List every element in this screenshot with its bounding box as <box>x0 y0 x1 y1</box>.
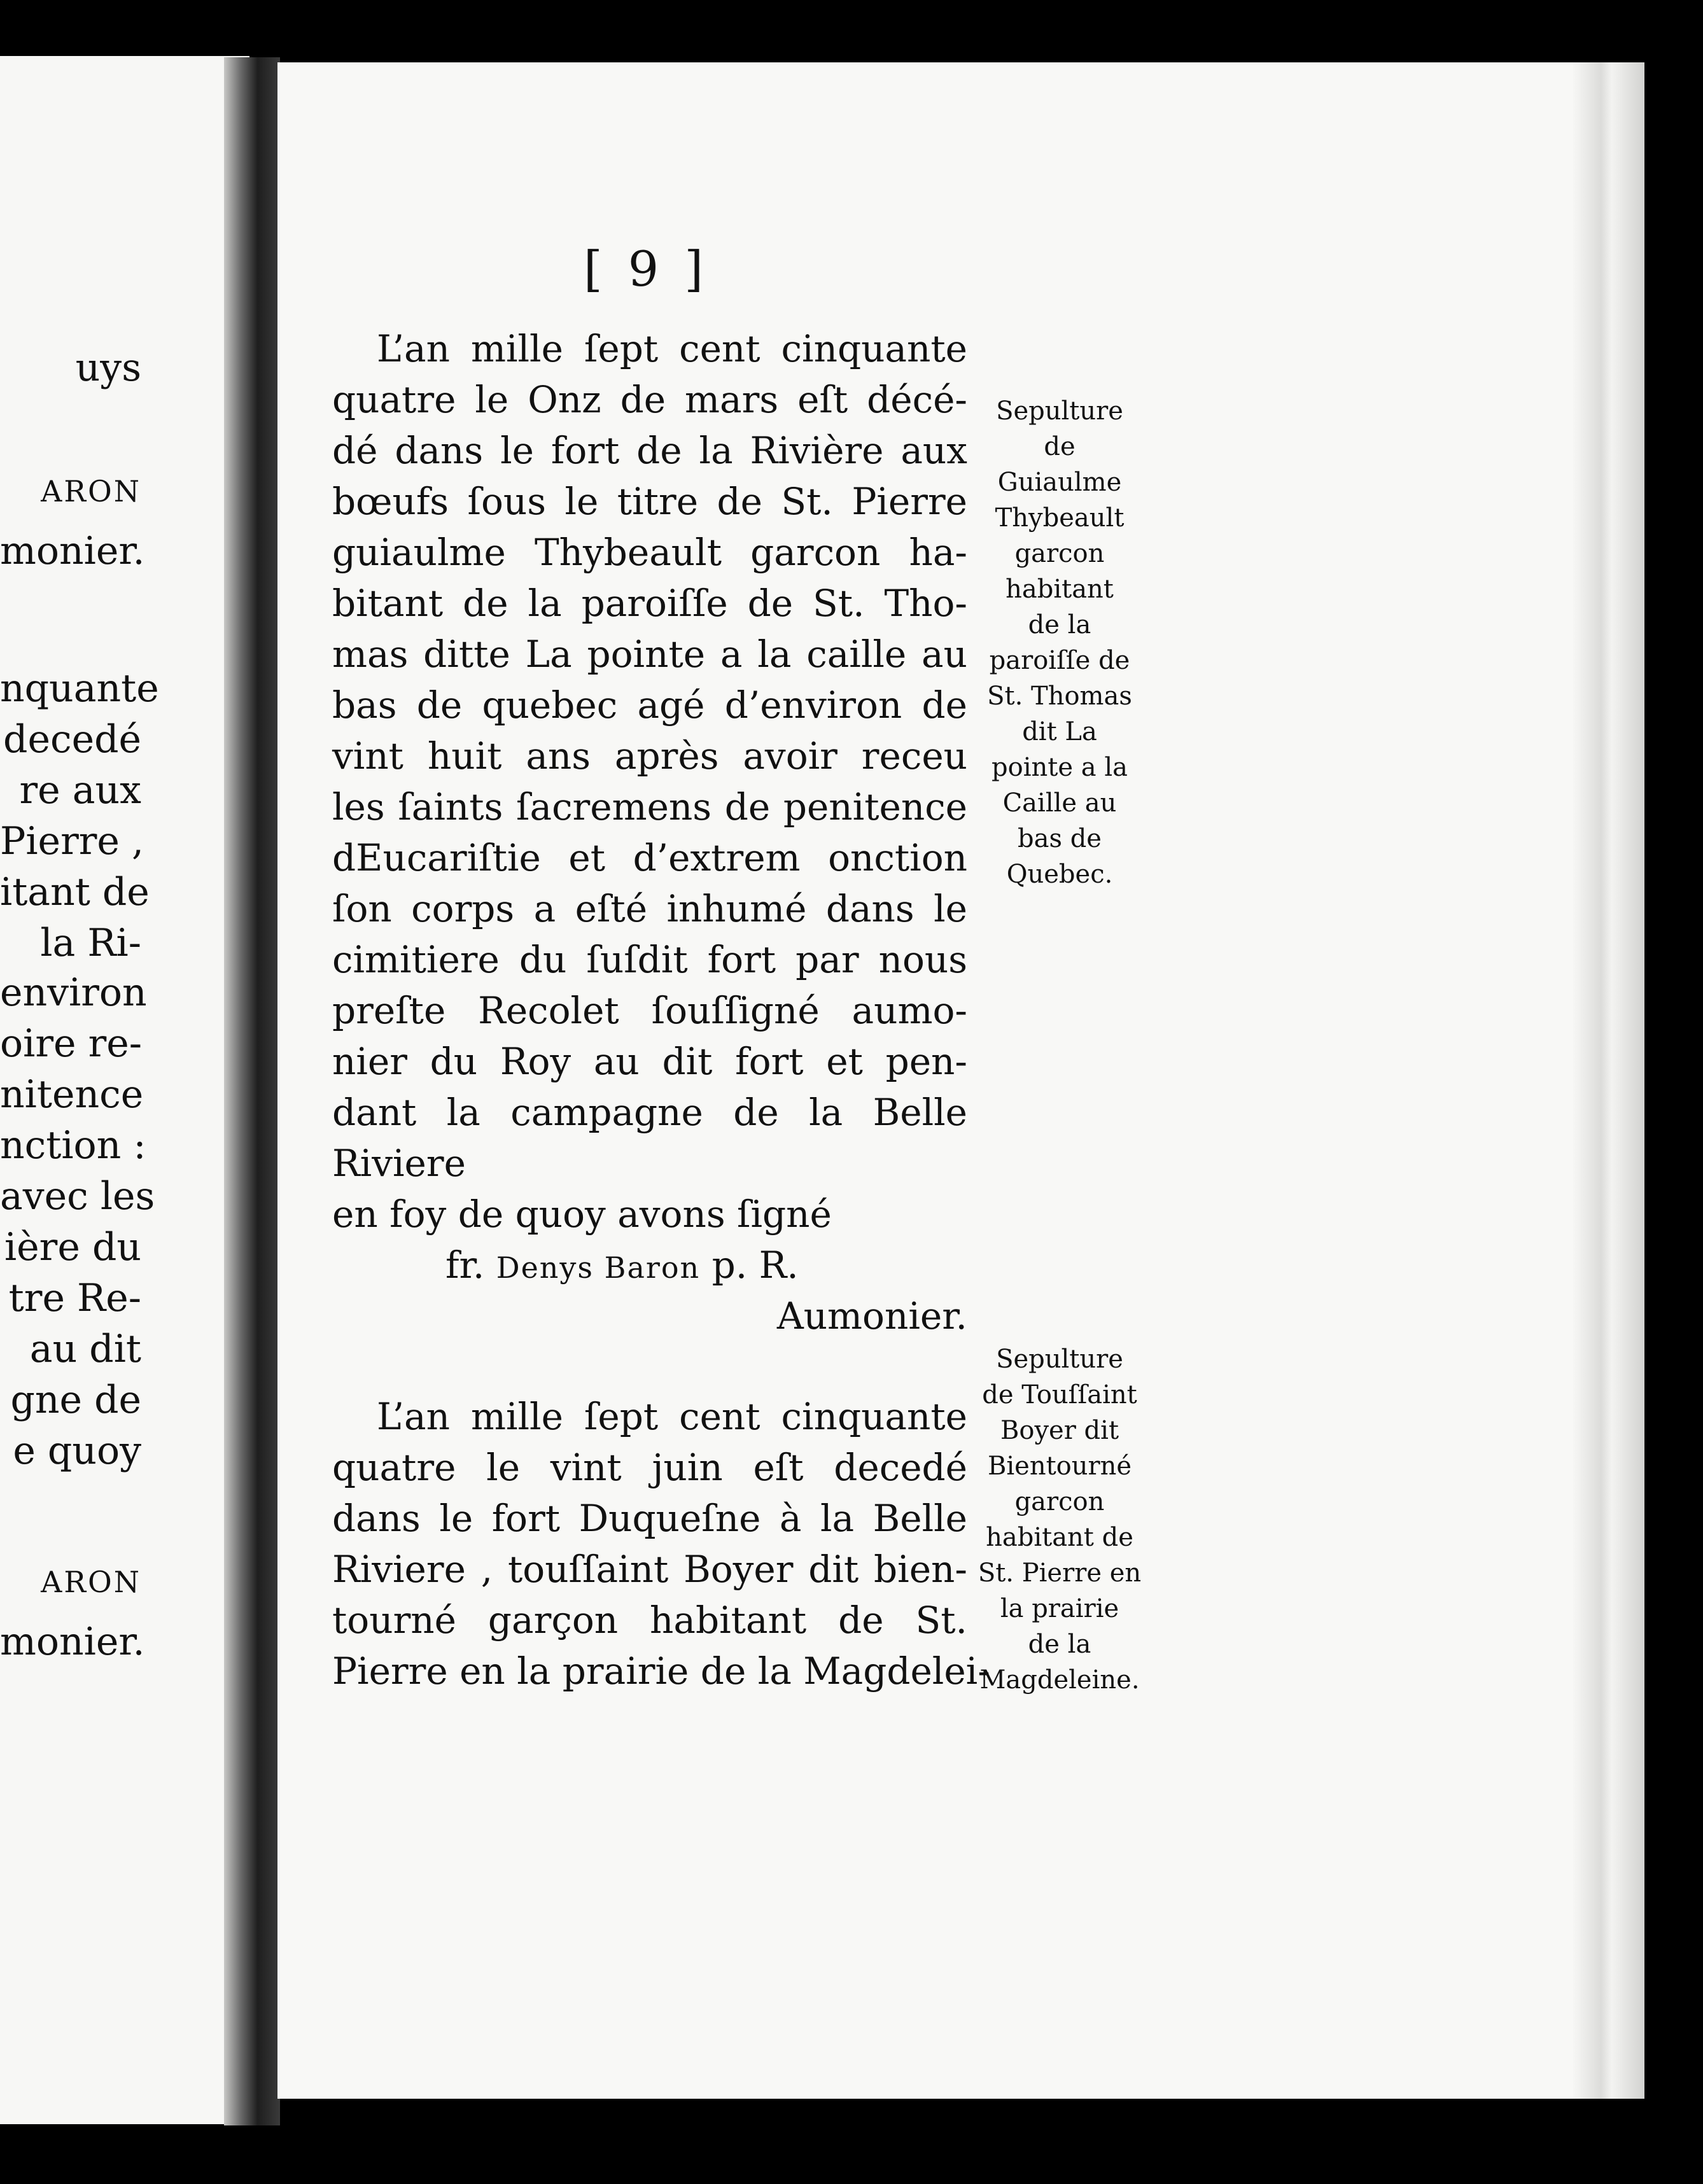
previous-page-line: itant de <box>0 870 150 914</box>
margin-note-line: de Touſſaint <box>982 1380 1137 1410</box>
margin-note-line: garcon <box>1014 539 1105 568</box>
signature-name: Denys Baron <box>496 1250 701 1285</box>
body-line: mas ditte La pointe a la caille au <box>332 633 967 676</box>
body-line: preſte Recolet ſouſſigné aumo- <box>332 989 967 1032</box>
body-line: bitant de la paroiſſe de St. Tho- <box>332 582 967 625</box>
body-line: Riviere <box>332 1142 466 1185</box>
body-line: bœufs ſous le titre de St. Pierre <box>332 480 967 523</box>
previous-page-line: nitence <box>0 1072 144 1117</box>
previous-page-line: tre Re- <box>8 1276 141 1320</box>
previous-page-line: ARON <box>41 1565 141 1599</box>
body-line: bas de quebec agé d’environ de <box>332 683 967 727</box>
previous-page-line: uys <box>75 346 141 390</box>
previous-page-line: re aux <box>19 768 141 813</box>
previous-page-line: ARON <box>41 474 141 508</box>
body-line: nier du Roy au dit fort et pen- <box>332 1040 967 1083</box>
margin-note-line: habitant de <box>986 1523 1133 1552</box>
margin-note-line: Thybeault <box>995 503 1125 533</box>
book-gutter <box>224 57 280 2125</box>
margin-note-line: pointe a la <box>992 753 1128 782</box>
margin-note-line: Sepulture <box>996 1345 1123 1374</box>
body-line: quatre le vint juin eſt decedé <box>332 1446 967 1489</box>
previous-page-line: nquante <box>0 666 159 711</box>
previous-page-line: monier. <box>0 1620 145 1664</box>
body-line: dé dans le fort de la Rivière aux <box>332 429 967 472</box>
previous-page-line: avec les <box>0 1174 155 1219</box>
previous-page-line: decedé <box>3 717 141 762</box>
previous-page-line: gne de <box>10 1378 141 1422</box>
previous-page-line: ière du <box>4 1225 141 1270</box>
margin-note-line: Magdeleine. <box>979 1665 1140 1695</box>
signature-prefix: fr. <box>445 1243 485 1287</box>
previous-page-line: e quoy <box>13 1429 141 1473</box>
body-line: ſon corps a eſté inhumé dans le <box>332 887 967 930</box>
margin-note-line: bas de <box>1018 824 1102 853</box>
previous-page-line: monier. <box>0 529 145 573</box>
body-line: dEucariſtie et d’extrem onction <box>332 836 967 879</box>
margin-note-line: Caille au <box>1002 788 1117 818</box>
margin-note-line: de la <box>1028 1630 1091 1659</box>
body-line: les ſaints ſacremens de penitence <box>332 785 967 829</box>
margin-note-line: St. Thomas <box>987 682 1132 711</box>
body-line: dant la campagne de la Belle <box>332 1091 967 1134</box>
body-line: tourné garçon habitant de St. <box>332 1599 967 1642</box>
previous-page-line: la Ri- <box>40 921 141 965</box>
margin-note-line: dit La <box>1022 717 1097 746</box>
margin-note-line: de <box>1044 432 1076 461</box>
margin-note-line: Guiaulme <box>997 468 1122 497</box>
body-line: cimitiere du ſuſdit fort par nous <box>332 938 967 981</box>
margin-note-line: de la <box>1028 610 1091 640</box>
margin-note-line: Sepulture <box>996 396 1123 426</box>
margin-note-line: Boyer dit <box>1000 1416 1119 1445</box>
margin-note-line: habitant <box>1006 575 1114 604</box>
body-line: en foy de quoy avons ſigné <box>332 1193 832 1236</box>
body-line: guiaulme Thybeault garcon ha- <box>332 531 967 574</box>
body-line: Riviere , touſſaint Boyer dit bien- <box>332 1548 967 1591</box>
margin-note-line: St. Pierre en <box>978 1558 1142 1588</box>
margin-note-line: Quebec. <box>1006 860 1113 889</box>
signature-title: Aumonier. <box>776 1294 967 1338</box>
body-line: L’an mille ſept cent cinquante <box>377 1395 967 1438</box>
previous-page-line: oire re- <box>0 1021 143 1066</box>
previous-page-line: nction : <box>0 1123 146 1168</box>
margin-note-line: la prairie <box>1000 1594 1119 1623</box>
margin-note-line: garcon <box>1014 1487 1105 1516</box>
body-line: L’an mille ſept cent cinquante <box>377 327 967 370</box>
body-line: Pierre en la prairie de la Magdelei- <box>332 1649 990 1693</box>
page-edge <box>1572 62 1644 2099</box>
signature-line <box>445 1240 916 1291</box>
body-line: vint huit ans après avoir receu <box>332 734 967 778</box>
previous-page-line: Pierre , <box>0 819 144 864</box>
previous-page-line: environ <box>0 970 147 1015</box>
margin-note-line: Bientourné <box>987 1452 1132 1481</box>
previous-page-line: au dit <box>29 1327 141 1371</box>
signature-suffix: p. R. <box>711 1243 799 1287</box>
body-line: quatre le Onz de mars eſt décé- <box>332 378 967 421</box>
body-line: dans le fort Duqueſne à la Belle <box>332 1497 967 1540</box>
page-number: [ 9 ] <box>584 241 708 297</box>
margin-note-line: paroiſſe de <box>989 646 1130 675</box>
